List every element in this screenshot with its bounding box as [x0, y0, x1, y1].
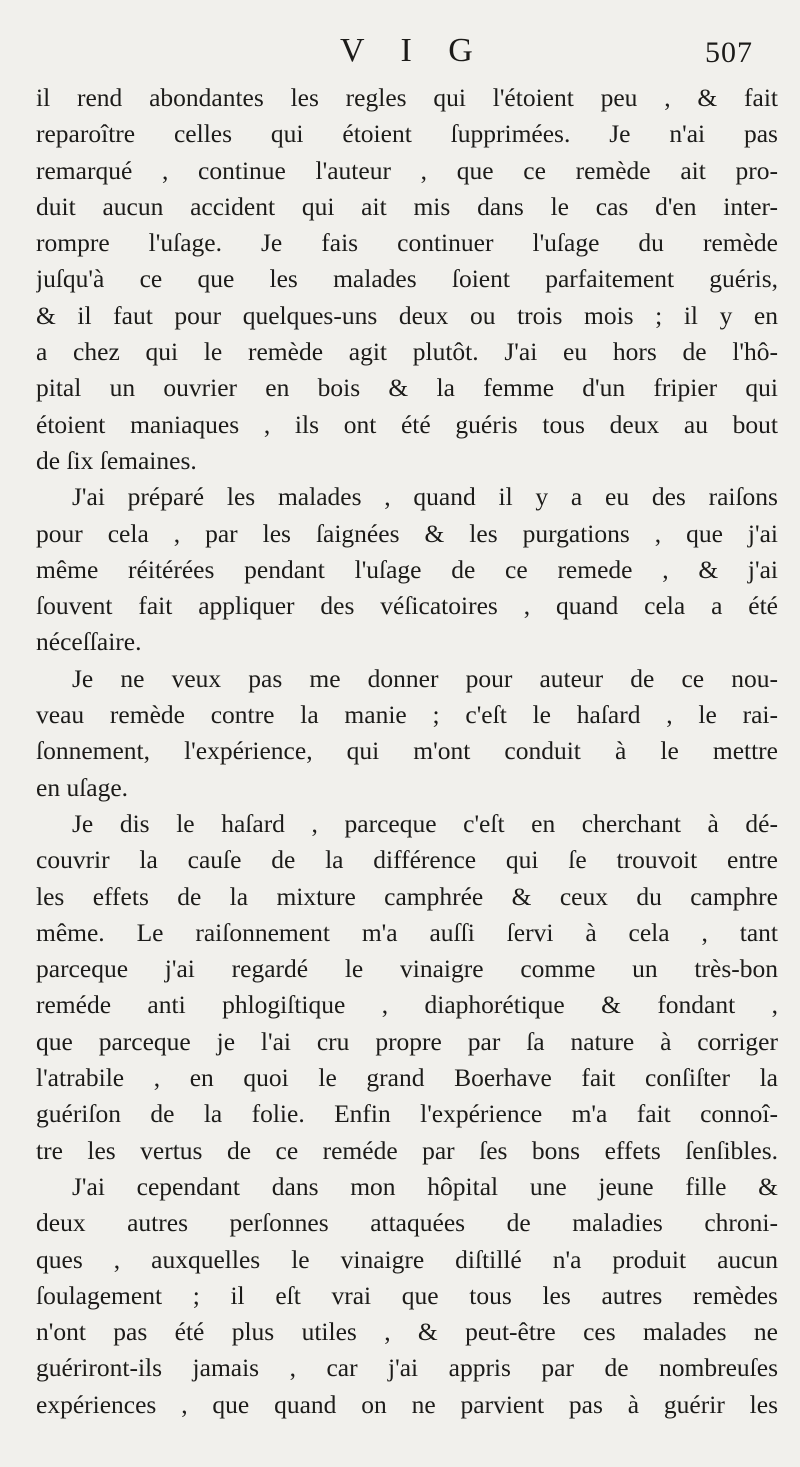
text-line: pital un ouvrier en bois & la femme d'un fripier qui: [36, 373, 778, 403]
running-head: [0, 28, 800, 74]
text-line: guériront-ils jamais , car j'ai appris par de nombreuſes: [36, 1353, 778, 1383]
text-line: remarqué , continue l'auteur , que ce remède ait pro-: [36, 155, 778, 185]
text-line: que parceque je l'ai cru propre par ſa nature à corriger: [36, 1026, 778, 1056]
text-line: l'atrabile , en quoi le grand Boerhave fait conſiſter la: [36, 1063, 778, 1093]
text-line: étoient maniaques , ils ont été guéris tous deux au bout: [36, 409, 778, 439]
page-number: 507: [705, 36, 753, 69]
text-line: juſqu'à ce que les malades ſoient parfaitement guéris,: [36, 264, 778, 294]
paragraph: [36, 661, 778, 806]
text-line: parceque j'ai regardé le vinaigre comme un très-bon: [36, 954, 778, 984]
text-line: J'ai cependant dans mon hôpital une jeune fille &: [72, 1171, 778, 1201]
paragraph: [36, 806, 778, 1169]
text-line: ſoulagement ; il eſt vrai que tous les autres remèdes: [36, 1280, 778, 1310]
text-line: Je dis le haſard , parceque c'eſt en cherchant à dé-: [72, 808, 778, 838]
text-line: rompre l'uſage. Je fais continuer l'uſage du remède: [36, 228, 778, 258]
paragraph: [36, 1169, 778, 1423]
text-line: J'ai préparé les malades , quand il y a eu des raiſons: [72, 482, 778, 512]
text-line: expériences , que quand on ne parvient pas à guérir les: [36, 1389, 778, 1419]
text-line: a chez qui le remède agit plutôt. J'ai eu hors de l'hô-: [36, 337, 778, 367]
running-title: V I G: [340, 32, 487, 69]
text-line: Je ne veux pas me donner pour auteur de ce nou-: [72, 663, 778, 693]
paragraph: [36, 80, 778, 479]
text-line: ques , auxquelles le vinaigre diſtillé n'a produit aucun: [36, 1244, 778, 1274]
text-line: les effets de la mixture camphrée & ceux du camphre: [36, 881, 778, 911]
text-line: même réitérées pendant l'uſage de ce remede , & j'ai: [36, 554, 778, 584]
text-line: pour cela , par les ſaignées & les purgations , que j'ai: [36, 518, 778, 548]
paragraph: [36, 479, 778, 660]
text-line: n'ont pas été plus utiles , & peut-être ces malades ne: [36, 1317, 778, 1347]
text-line: deux autres perſonnes attaquées de maladies chroni-: [36, 1208, 778, 1238]
text-line: couvrir la cauſe de la différence qui ſe trouvoit entre: [36, 845, 778, 875]
text-line: même. Le raiſonnement m'a auſſi ſervi à cela , tant: [36, 917, 778, 947]
text-line: ſouvent fait appliquer des véſicatoires , quand cela a été: [36, 591, 778, 621]
text-line: reparoître celles qui étoient ſupprimées. Je n'ai pas: [36, 119, 778, 149]
text-line: duit aucun accident qui ait mis dans le cas d'en inter-: [36, 191, 778, 221]
text-line: de ſix ſemaines.: [36, 445, 197, 475]
text-line: en uſage.: [36, 772, 129, 802]
body-text: [36, 80, 778, 1423]
text-line: tre les vertus de ce reméde par ſes bons effets ſenſibles.: [36, 1135, 778, 1165]
text-line: guériſon de la folie. Enfin l'expérience m'a fait connoî-: [36, 1099, 778, 1129]
text-line: ſonnement, l'expérience, qui m'ont conduit à le mettre: [36, 736, 778, 766]
text-line: néceſſaire.: [36, 627, 142, 657]
text-line: veau remède contre la manie ; c'eſt le haſard , le rai-: [36, 700, 778, 730]
text-line: reméde anti phlogiſtique , diaphorétique & fondant ,: [36, 990, 778, 1020]
text-line: il rend abondantes les regles qui l'étoient peu , & fait: [36, 83, 778, 112]
text-line: & il faut pour quelques-uns deux ou trois mois ; il y en: [36, 300, 778, 330]
